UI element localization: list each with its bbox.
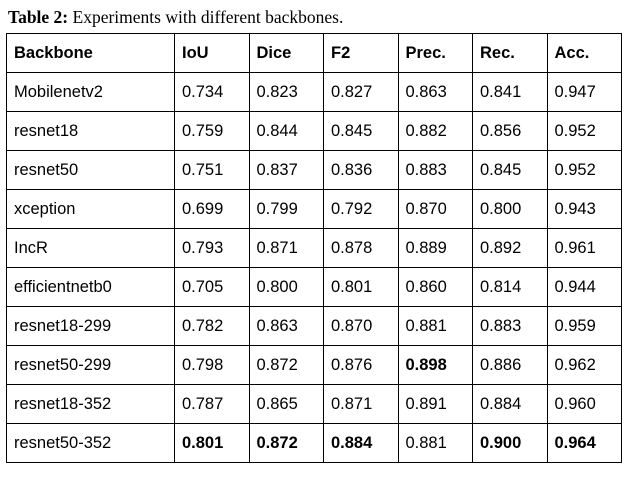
metric-value: 0.882 xyxy=(398,112,473,151)
caption-text: Experiments with different backbones. xyxy=(68,7,344,27)
row-label: resnet50 xyxy=(7,151,175,190)
metric-value: 0.734 xyxy=(175,73,250,112)
row-label: xception xyxy=(7,190,175,229)
row-label: Mobilenetv2 xyxy=(7,73,175,112)
metric-value: 0.878 xyxy=(324,229,399,268)
metric-value: 0.876 xyxy=(324,346,399,385)
row-label: resnet18 xyxy=(7,112,175,151)
column-header-backbone: Backbone xyxy=(7,34,175,73)
metric-value: 0.845 xyxy=(324,112,399,151)
metric-value: 0.863 xyxy=(398,73,473,112)
metric-value: 0.886 xyxy=(473,346,548,385)
metric-value: 0.881 xyxy=(398,307,473,346)
row-label: IncR xyxy=(7,229,175,268)
table-header xyxy=(7,34,622,73)
metric-value: 0.870 xyxy=(324,307,399,346)
metric-value: 0.814 xyxy=(473,268,548,307)
metric-value: 0.959 xyxy=(547,307,622,346)
metric-value: 0.863 xyxy=(249,307,324,346)
metric-value: 0.872 xyxy=(249,424,324,463)
metric-value: 0.844 xyxy=(249,112,324,151)
metric-value: 0.900 xyxy=(473,424,548,463)
metric-value: 0.883 xyxy=(398,151,473,190)
metric-value: 0.947 xyxy=(547,73,622,112)
table-row xyxy=(7,151,622,190)
results-table xyxy=(6,33,622,463)
metric-value: 0.889 xyxy=(398,229,473,268)
metric-value: 0.952 xyxy=(547,112,622,151)
metric-value: 0.872 xyxy=(249,346,324,385)
row-label: resnet50-352 xyxy=(7,424,175,463)
metric-value: 0.961 xyxy=(547,229,622,268)
metric-value: 0.798 xyxy=(175,346,250,385)
metric-value: 0.944 xyxy=(547,268,622,307)
column-header-prec: Prec. xyxy=(398,34,473,73)
metric-value: 0.799 xyxy=(249,190,324,229)
metric-value: 0.800 xyxy=(473,190,548,229)
metric-value: 0.898 xyxy=(398,346,473,385)
metric-value: 0.960 xyxy=(547,385,622,424)
table-row xyxy=(7,229,622,268)
metric-value: 0.823 xyxy=(249,73,324,112)
metric-value: 0.865 xyxy=(249,385,324,424)
table-row xyxy=(7,73,622,112)
metric-value: 0.871 xyxy=(324,385,399,424)
column-header-rec: Rec. xyxy=(473,34,548,73)
row-label: efficientnetb0 xyxy=(7,268,175,307)
metric-value: 0.891 xyxy=(398,385,473,424)
row-label: resnet50-299 xyxy=(7,346,175,385)
table-header-row xyxy=(7,34,622,73)
metric-value: 0.705 xyxy=(175,268,250,307)
metric-value: 0.962 xyxy=(547,346,622,385)
row-label: resnet18-299 xyxy=(7,307,175,346)
metric-value: 0.856 xyxy=(473,112,548,151)
table-body xyxy=(7,73,622,463)
metric-value: 0.845 xyxy=(473,151,548,190)
metric-value: 0.952 xyxy=(547,151,622,190)
metric-value: 0.759 xyxy=(175,112,250,151)
column-header-dice: Dice xyxy=(249,34,324,73)
metric-value: 0.787 xyxy=(175,385,250,424)
table-row xyxy=(7,112,622,151)
metric-value: 0.964 xyxy=(547,424,622,463)
metric-value: 0.883 xyxy=(473,307,548,346)
table-row xyxy=(7,424,622,463)
table-row xyxy=(7,385,622,424)
metric-value: 0.881 xyxy=(398,424,473,463)
metric-value: 0.800 xyxy=(249,268,324,307)
caption-label: Table 2: xyxy=(8,7,69,27)
table-row xyxy=(7,268,622,307)
metric-value: 0.892 xyxy=(473,229,548,268)
metric-value: 0.884 xyxy=(473,385,548,424)
metric-value: 0.801 xyxy=(324,268,399,307)
metric-value: 0.837 xyxy=(249,151,324,190)
column-header-iou: IoU xyxy=(175,34,250,73)
metric-value: 0.751 xyxy=(175,151,250,190)
metric-value: 0.884 xyxy=(324,424,399,463)
metric-value: 0.870 xyxy=(398,190,473,229)
metric-value: 0.943 xyxy=(547,190,622,229)
table-caption xyxy=(8,6,624,28)
metric-value: 0.836 xyxy=(324,151,399,190)
metric-value: 0.699 xyxy=(175,190,250,229)
column-header-f2: F2 xyxy=(324,34,399,73)
metric-value: 0.860 xyxy=(398,268,473,307)
row-label: resnet18-352 xyxy=(7,385,175,424)
metric-value: 0.871 xyxy=(249,229,324,268)
metric-value: 0.827 xyxy=(324,73,399,112)
metric-value: 0.793 xyxy=(175,229,250,268)
table-row xyxy=(7,307,622,346)
metric-value: 0.782 xyxy=(175,307,250,346)
metric-value: 0.792 xyxy=(324,190,399,229)
table-row xyxy=(7,346,622,385)
column-header-acc: Acc. xyxy=(547,34,622,73)
metric-value: 0.801 xyxy=(175,424,250,463)
table-row xyxy=(7,190,622,229)
metric-value: 0.841 xyxy=(473,73,548,112)
